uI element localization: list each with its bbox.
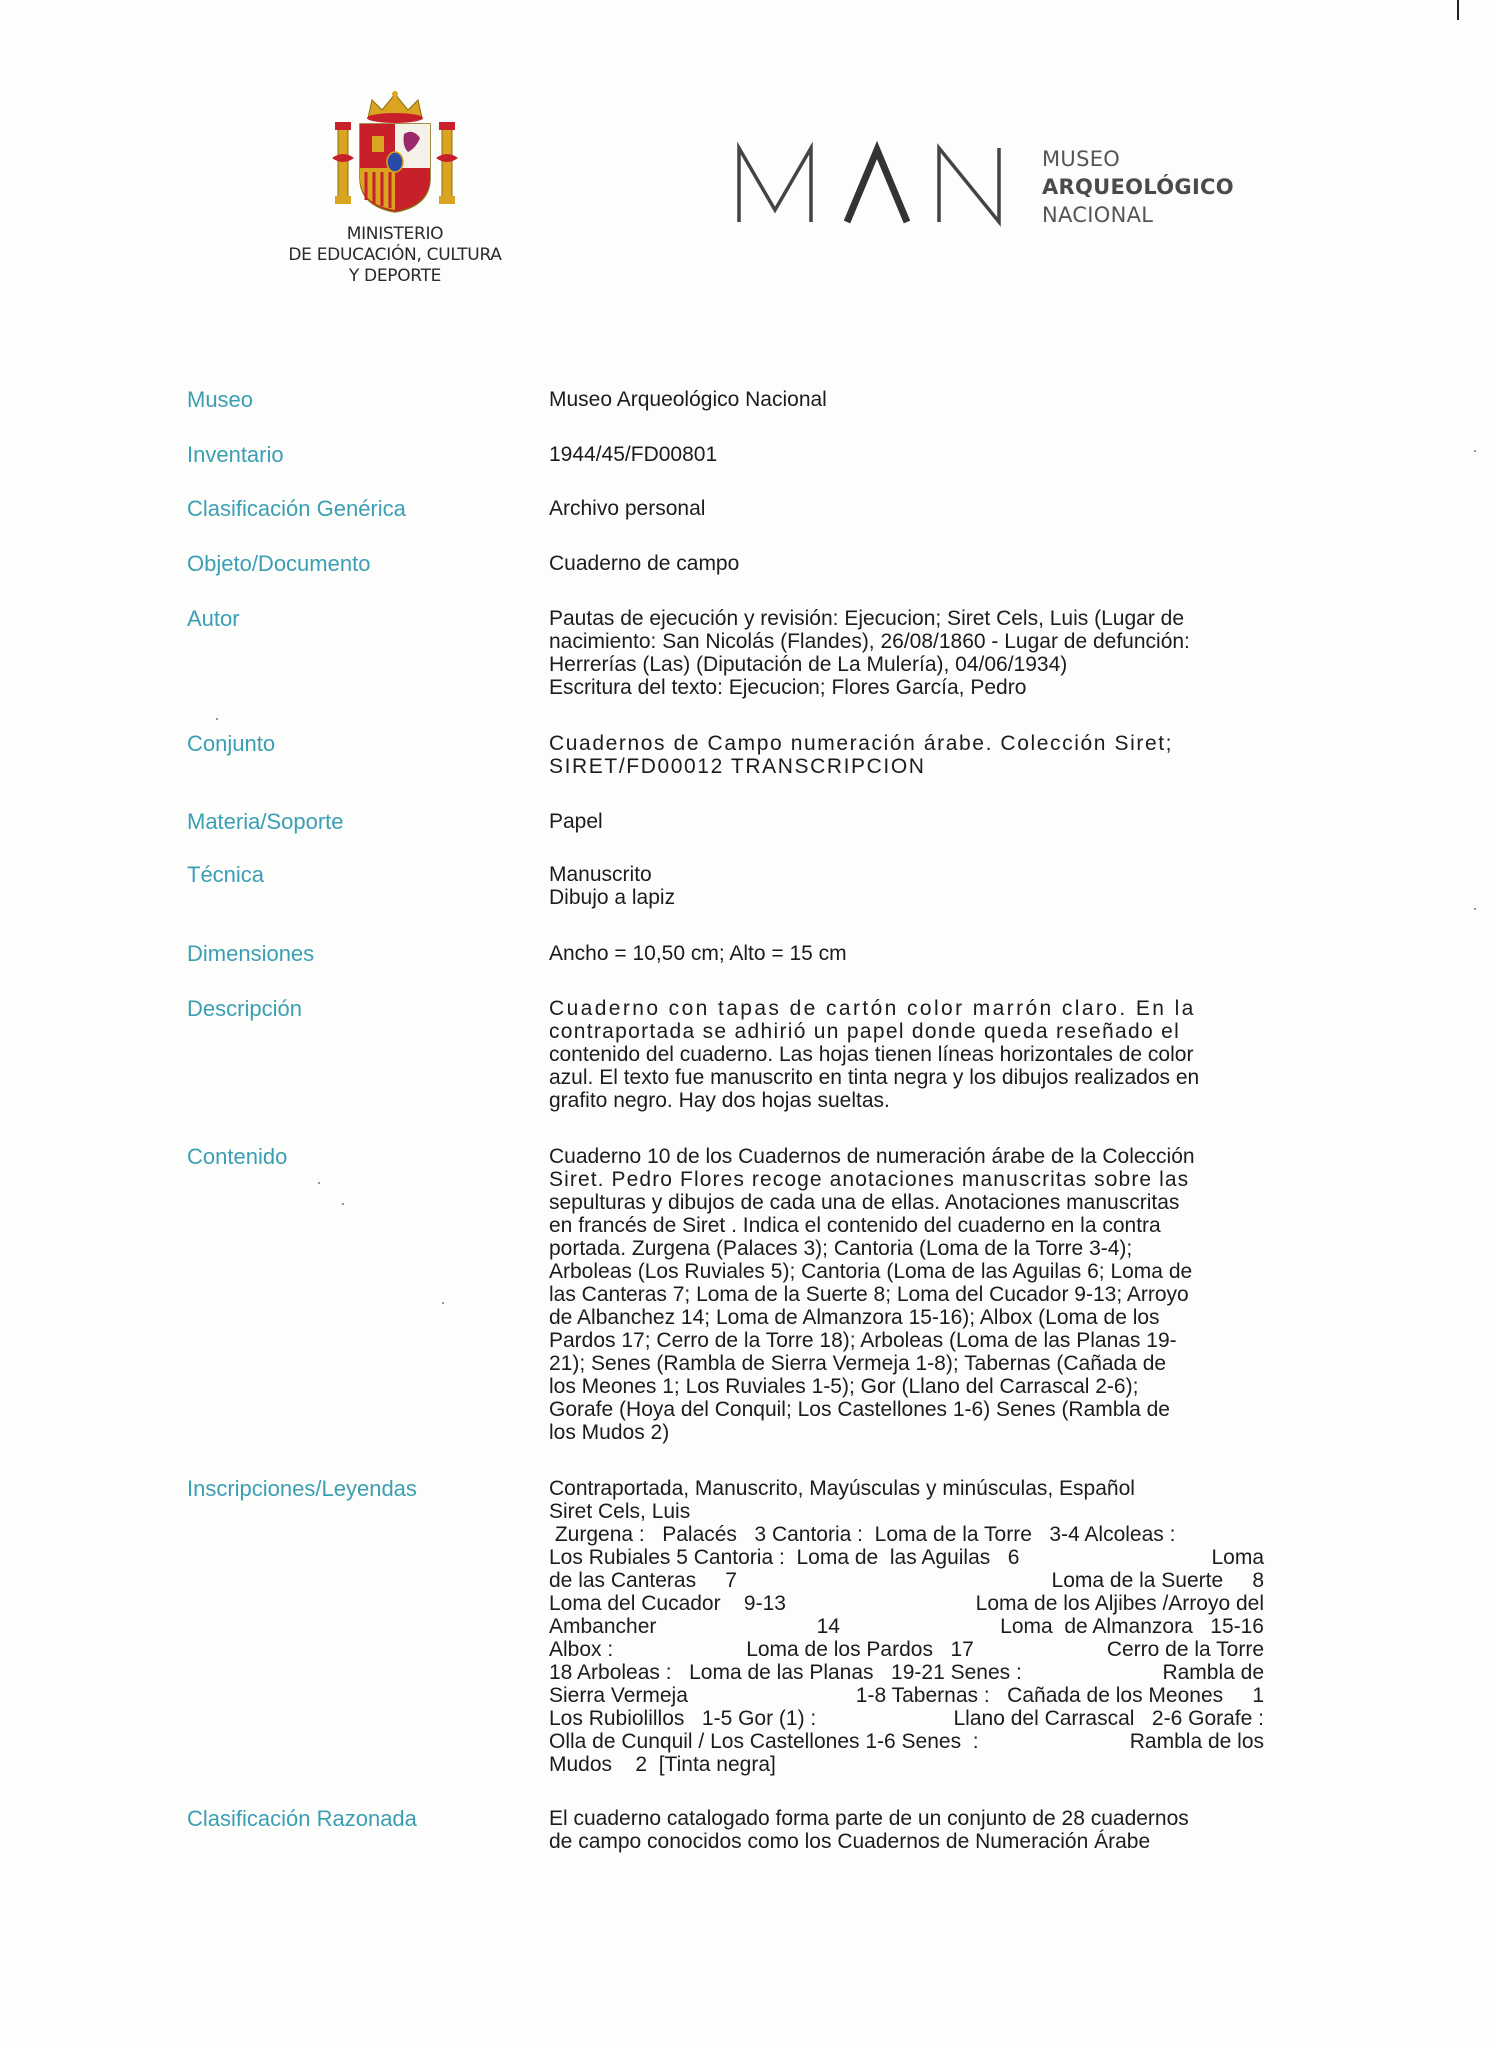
field-value <box>549 997 1264 1112</box>
autor-line: Herrerías (Las) (Diputación de La Mulería), 04/06/1934) <box>549 653 1068 676</box>
contenido-line: sepulturas y dibujos de cada una de ellas. Anotaciones manuscritas <box>549 1191 1180 1214</box>
field-value: Archivo personal <box>549 497 706 520</box>
field-value: 1944/45/FD00801 <box>549 443 718 466</box>
inscripcion-line <box>549 1592 1264 1615</box>
contenido-line: 21); Senes (Rambla de Sierra Vermeja 1-8); Tabernas (Cañada de <box>549 1352 1167 1375</box>
inscripcion-segment: Loma de la Suerte 8 <box>1051 1569 1264 1592</box>
inscripcion-segment: 1-8 Tabernas : Cañada de los Meones 1 <box>855 1684 1264 1707</box>
inscripcion-line <box>549 1477 1264 1500</box>
field-label: Conjunto <box>187 731 276 756</box>
inscripcion-segment: Los Rubiolillos 1-5 Gor (1) : <box>549 1707 817 1730</box>
inscripcion-line <box>549 1730 1264 1753</box>
razonada-line: de campo conocidos como los Cuadernos de Numeración Árabe <box>549 1830 1151 1853</box>
inscripcion-line <box>549 1661 1264 1684</box>
conjunto-line: Cuadernos de Campo numeración árabe. Colección Siret; <box>549 732 1174 755</box>
inscripcion-segment: Olla de Cunquil / Los Castellones 1-6 Senes : <box>549 1730 979 1753</box>
field-value: Ancho = 10,50 cm; Alto = 15 cm <box>549 942 847 965</box>
razonada-line: El cuaderno catalogado forma parte de un conjunto de 28 cuadernos <box>549 1807 1189 1830</box>
conjunto-line: SIRET/FD00012 TRANSCRIPCION <box>549 755 926 778</box>
field-label: Inscripciones/Leyendas <box>187 1476 417 1501</box>
field-value <box>549 607 1264 699</box>
field-value <box>549 732 1264 778</box>
inscripcion-line <box>549 1523 1264 1546</box>
contenido-line: los Meones 1; Los Ruviales 1-5); Gor (Llano del Carrascal 2-6); <box>549 1375 1139 1398</box>
inscripcion-line <box>549 1500 1264 1523</box>
inscripcion-segment: Cerro de la Torre <box>1106 1638 1264 1661</box>
contenido-line: en francés de Siret . Indica el contenido del cuaderno en la contra <box>549 1214 1161 1237</box>
inscripcion-line <box>549 1569 1264 1592</box>
contenido-line: los Mudos 2) <box>549 1421 670 1444</box>
tecnica-line: Dibujo a lapiz <box>549 886 676 909</box>
descripcion-line: Cuaderno con tapas de cartón color marrón claro. En la <box>549 997 1196 1020</box>
inscripcion-segment: Loma de Almanzora 15-16 <box>1000 1615 1264 1638</box>
inscripcion-line <box>549 1615 1264 1638</box>
inscripcion-segment: Rambla de <box>1162 1661 1264 1684</box>
contenido-line: Cuaderno 10 de los Cuadernos de numeración árabe de la Colección <box>549 1145 1195 1168</box>
descripcion-line: contenido del cuaderno. Las hojas tienen líneas horizontales de color <box>549 1043 1194 1066</box>
ministry-line-3: Y DEPORTE <box>348 266 442 286</box>
ministry-line-2: DE EDUCACIÓN, CULTURA <box>288 245 502 265</box>
contenido-line: de Albanchez 14; Loma de Almanzora 15-16); Albox (Loma de los <box>549 1306 1160 1329</box>
museum-name-line-1: MUSEO <box>1042 147 1121 171</box>
field-label: Clasificación Razonada <box>187 1806 417 1831</box>
inscripcion-line <box>549 1684 1264 1707</box>
contenido-line: Gorafe (Hoya del Conquil; Los Castellones 1-6) Senes (Rambla de <box>549 1398 1170 1421</box>
field-label: Inventario <box>187 442 284 467</box>
scan-speck <box>1474 450 1476 452</box>
inscripcion-line <box>549 1546 1264 1569</box>
inscripcion-segment: Zurgena : Palacés 3 Cantoria : Loma de la Torre 3-4 Alcoleas : <box>549 1523 1176 1546</box>
field-value: Papel <box>549 810 603 833</box>
coat-of-arms-icon <box>330 88 460 218</box>
inscripcion-segment: Los Rubiales 5 Cantoria : Loma de las Aguilas 6 <box>549 1546 1020 1569</box>
autor-line: nacimiento: San Nicolás (Flandes), 26/08/1860 - Lugar de defunción: <box>549 630 1190 653</box>
inscripcion-segment: Loma del Cucador 9-13 <box>549 1592 786 1615</box>
field-label: Contenido <box>187 1144 288 1169</box>
field-label: Descripción <box>187 996 302 1021</box>
field-label: Objeto/Documento <box>187 551 371 576</box>
inscripcion-segment: Loma de los Pardos 17 <box>746 1638 974 1661</box>
autor-line: Escritura del texto: Ejecucion; Flores García, Pedro <box>549 676 1027 699</box>
inscripcion-segment: Loma de los Aljibes /Arroyo del <box>975 1592 1264 1615</box>
inscripcion-segment: Loma <box>1211 1546 1264 1569</box>
inscripcion-segment: 14 <box>816 1615 840 1638</box>
field-label: Clasificación Genérica <box>187 496 406 521</box>
field-value: Cuaderno de campo <box>549 552 740 575</box>
descripcion-line: azul. El texto fue manuscrito en tinta negra y los dibujos realizados en <box>549 1066 1200 1089</box>
field-value <box>549 1477 1264 1776</box>
inscripcion-segment: Sierra Vermeja <box>549 1684 688 1707</box>
field-value <box>549 1145 1264 1444</box>
field-label: Técnica <box>187 862 265 887</box>
inscripcion-segment: Llano del Carrascal 2-6 Gorafe : <box>953 1707 1264 1730</box>
field-label: Materia/Soporte <box>187 809 344 834</box>
scan-speck <box>1474 908 1476 910</box>
field-label: Autor <box>187 606 240 631</box>
descripcion-line: contraportada se adhirió un papel donde queda reseñado el <box>549 1020 1181 1043</box>
inscripcion-segment: de las Canteras 7 <box>549 1569 737 1592</box>
inscripcion-segment: Rambla de los <box>1129 1730 1264 1753</box>
ministry-logo-block <box>255 88 535 287</box>
inscripcion-line <box>549 1707 1264 1730</box>
museum-name-line-2: ARQUEOLÓGICO <box>1042 175 1234 199</box>
contenido-line: las Canteras 7; Loma de la Suerte 8; Loma del Cucador 9-13; Arroyo <box>549 1283 1189 1306</box>
scan-speck <box>442 1302 444 1304</box>
field-label: Museo <box>187 387 254 412</box>
autor-line: Pautas de ejecución y revisión: Ejecucion; Siret Cels, Luis (Lugar de <box>549 607 1185 630</box>
inscripcion-segment: Contraportada, Manuscrito, Mayúsculas y minúsculas, Español <box>549 1477 1135 1500</box>
contenido-line: Arboleas (Los Ruviales 5); Cantoria (Loma de las Aguilas 6; Loma de <box>549 1260 1193 1283</box>
field-value <box>549 863 1264 909</box>
ministry-name <box>255 224 535 287</box>
inscripcion-line <box>549 1753 1264 1776</box>
document-header <box>0 0 1489 330</box>
contenido-line: Pardos 17; Cerro de la Torre 18); Arboleas (Loma de las Planas 19- <box>549 1329 1177 1352</box>
scan-speck <box>318 1182 320 1184</box>
inscripcion-segment: Ambancher <box>549 1615 657 1638</box>
field-value: Museo Arqueológico Nacional <box>549 388 827 411</box>
museum-name-line-3: NACIONAL <box>1042 203 1154 227</box>
ministry-line-1: MINISTERIO <box>346 224 444 244</box>
tecnica-line: Manuscrito <box>549 863 652 886</box>
inscripcion-segment: Albox : <box>549 1638 614 1661</box>
man-logo <box>735 140 1015 230</box>
field-value <box>549 1807 1264 1853</box>
inscripcion-line <box>549 1638 1264 1661</box>
contenido-line: portada. Zurgena (Palaces 3); Cantoria (Loma de la Torre 3-4); <box>549 1237 1133 1260</box>
scan-speck <box>342 1203 344 1205</box>
descripcion-line: grafito negro. Hay dos hojas sueltas. <box>549 1089 890 1112</box>
contenido-line: Siret. Pedro Flores recoge anotaciones manuscritas sobre las <box>549 1168 1190 1191</box>
museum-name-block <box>1042 145 1234 229</box>
inscripcion-segment: Mudos 2 [Tinta negra] <box>549 1753 776 1776</box>
field-label: Dimensiones <box>187 941 315 966</box>
inscripcion-segment: Siret Cels, Luis <box>549 1500 691 1523</box>
scan-speck <box>216 718 218 720</box>
inscripcion-segment: 18 Arboleas : Loma de las Planas 19-21 Senes : <box>549 1661 1022 1684</box>
